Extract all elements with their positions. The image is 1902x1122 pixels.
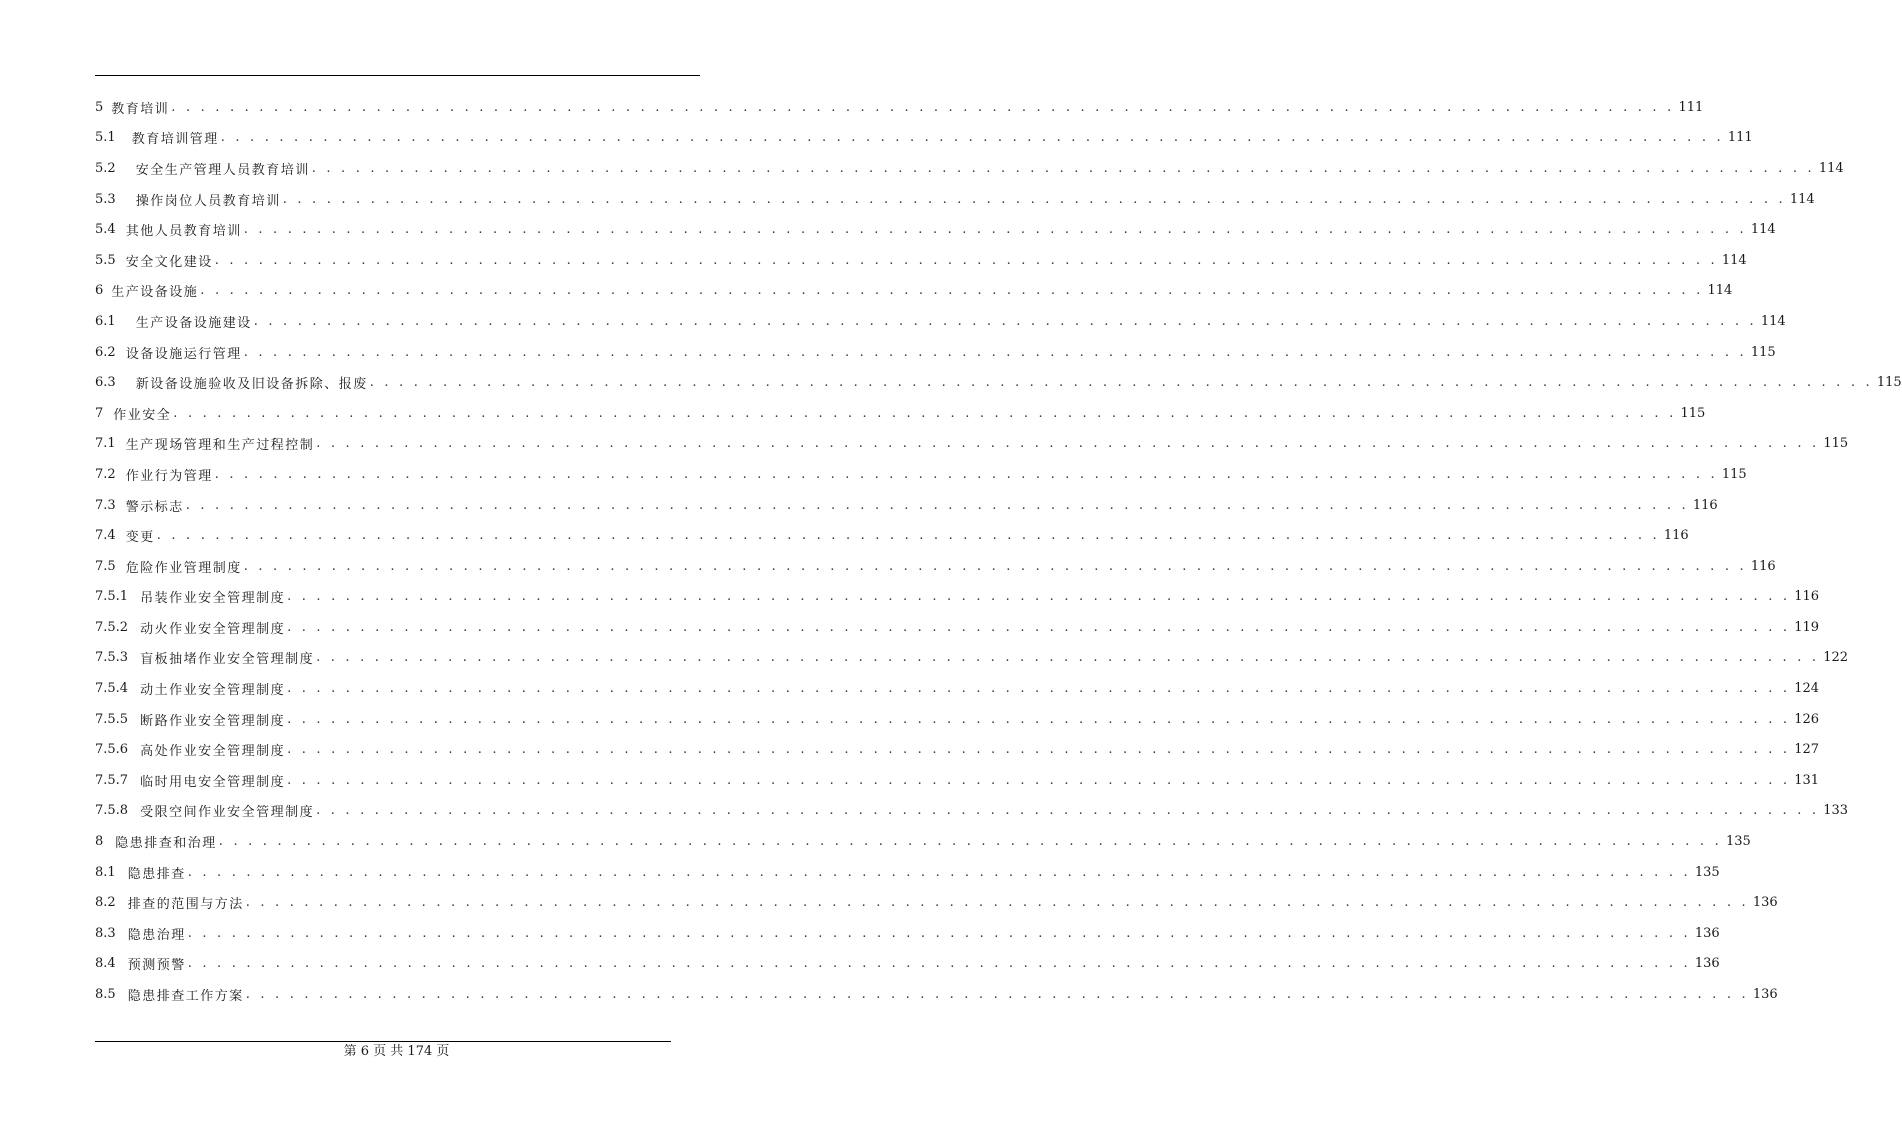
toc-entry-number: 8.1 — [95, 864, 116, 880]
toc-entry-page: 115 — [1680, 405, 1706, 421]
toc-entry-title: 警示标志 — [125, 499, 184, 515]
toc-entry-page: 136 — [1694, 925, 1720, 941]
toc-entry[interactable] — [95, 582, 1820, 613]
toc-entry[interactable] — [95, 673, 1820, 704]
toc-entry[interactable] — [95, 123, 1753, 154]
toc-entry[interactable] — [95, 520, 1689, 551]
toc-entry[interactable] — [95, 918, 1720, 949]
toc-entry[interactable] — [95, 765, 1820, 796]
toc-entry-page: 131 — [1794, 772, 1820, 788]
dot-leader: . . . . . . . . . . . . . . . . . . . . . . . . . . . . . . . . . . . . . . . . . . . . . . . . . . . . . . . . . . . . . . . . . . . . . . . . . . . . . . . . . . . . . . . . . . . . . . . . . . . . . . . — [187, 925, 1691, 941]
toc-entry-title: 生产现场管理和生产过程控制 — [125, 438, 315, 454]
dot-leader: . . . . . . . . . . . . . . . . . . . . . . . . . . . . . . . . . . . . . . . . . . . . . . . . . . . . . . . . . . . . . . . . . . . . . . . . . . . . . . . . . . . . . . . . . . . . . . . . . . . . . . . — [245, 895, 1749, 911]
page-footer: 第 6 页 共 174 页 — [343, 1044, 450, 1059]
toc-entry-page: 116 — [1794, 589, 1820, 605]
toc-entry[interactable] — [95, 949, 1720, 980]
toc-entry-page: 127 — [1794, 742, 1820, 758]
toc-entry-title: 预测预警 — [127, 958, 186, 974]
dot-leader: . . . . . . . . . . . . . . . . . . . . . . . . . . . . . . . . . . . . . . . . . . . . . . . . . . . . . . . . . . . . . . . . . . . . . . . . . . . . . . . . . . . . . . . . . . . . . . . . . . . . . . . — [171, 99, 1675, 115]
toc-entry-title: 设备设施运行管理 — [125, 346, 242, 362]
toc-entry-title: 生产设备设施 — [111, 285, 199, 301]
toc-entry-page: 114 — [1818, 160, 1844, 176]
dot-leader: . . . . . . . . . . . . . . . . . . . . . . . . . . . . . . . . . . . . . . . . . . . . . . . . . . . . . . . . . . . . . . . . . . . . . . . . . . . . . . . . . . . . . . . . . . . . . . . . . . . . . . . — [187, 956, 1691, 972]
toc-entry[interactable] — [95, 704, 1820, 735]
toc-entry-title: 动火作业安全管理制度 — [140, 621, 286, 637]
dot-leader: . . . . . . . . . . . . . . . . . . . . . . . . . . . . . . . . . . . . . . . . . . . . . . . . . . . . . . . . . . . . . . . . . . . . . . . . . . . . . . . . . . . . . . . . . . . . . . . . . . . . . . . — [214, 466, 1718, 482]
toc-entry-number: 6.1 — [95, 313, 116, 329]
toc-entry-page: 116 — [1663, 528, 1689, 544]
toc-entry-number: 7.5.6 — [95, 742, 129, 758]
toc-entry[interactable] — [95, 429, 1849, 460]
toc-entry-page: 126 — [1794, 711, 1820, 727]
toc-entry[interactable] — [95, 245, 1747, 276]
table-of-contents — [95, 92, 1902, 1010]
toc-entry-page: 124 — [1794, 681, 1820, 697]
toc-entry-number: 8.3 — [95, 925, 116, 941]
toc-entry-page: 115 — [1823, 436, 1849, 452]
header-rule — [95, 75, 700, 76]
toc-entry-number: 6.2 — [95, 344, 116, 360]
toc-entry-page: 136 — [1752, 895, 1778, 911]
toc-entry-title: 安全生产管理人员教育培训 — [135, 162, 310, 178]
toc-entry-number: 7 — [95, 405, 104, 421]
toc-entry-number: 7.5.3 — [95, 650, 129, 666]
toc-entry[interactable] — [95, 734, 1820, 765]
toc-entry-title: 临时用电安全管理制度 — [140, 774, 286, 790]
toc-entry-title: 新设备设施验收及旧设备拆除、报废 — [135, 377, 368, 393]
toc-entry-number: 7.2 — [95, 466, 116, 482]
toc-entry-number: 7.5 — [95, 558, 116, 574]
dot-leader: . . . . . . . . . . . . . . . . . . . . . . . . . . . . . . . . . . . . . . . . . . . . . . . . . . . . . . . . . . . . . . . . . . . . . . . . . . . . . . . . . . . . . . . . . . . . . . . . . . . . . . . — [369, 375, 1873, 391]
toc-entry-page: 135 — [1725, 834, 1751, 850]
toc-entry-page: 122 — [1823, 650, 1849, 666]
dot-leader: . . . . . . . . . . . . . . . . . . . . . . . . . . . . . . . . . . . . . . . . . . . . . . . . . . . . . . . . . . . . . . . . . . . . . . . . . . . . . . . . . . . . . . . . . . . . . . . . . . . . . . . — [316, 650, 1820, 666]
dot-leader: . . . . . . . . . . . . . . . . . . . . . . . . . . . . . . . . . . . . . . . . . . . . . . . . . . . . . . . . . . . . . . . . . . . . . . . . . . . . . . . . . . . . . . . . . . . . . . . . . . . . . . . — [173, 405, 1677, 421]
toc-entry-page: 119 — [1794, 619, 1820, 635]
dot-leader: . . . . . . . . . . . . . . . . . . . . . . . . . . . . . . . . . . . . . . . . . . . . . . . . . . . . . . . . . . . . . . . . . . . . . . . . . . . . . . . . . . . . . . . . . . . . . . . . . . . . . . . — [287, 589, 1791, 605]
toc-entry-number: 5.4 — [95, 222, 116, 238]
toc-entry[interactable] — [95, 826, 1751, 857]
toc-entry-title: 变更 — [125, 530, 155, 546]
dot-leader: . . . . . . . . . . . . . . . . . . . . . . . . . . . . . . . . . . . . . . . . . . . . . . . . . . . . . . . . . . . . . . . . . . . . . . . . . . . . . . . . . . . . . . . . . . . . . . . . . . . . . . . — [220, 130, 1724, 146]
toc-entry-number: 7.5.2 — [95, 619, 129, 635]
toc-entry-title: 其他人员教育培训 — [125, 224, 242, 240]
dot-leader: . . . . . . . . . . . . . . . . . . . . . . . . . . . . . . . . . . . . . . . . . . . . . . . . . . . . . . . . . . . . . . . . . . . . . . . . . . . . . . . . . . . . . . . . . . . . . . . . . . . . . . . — [253, 313, 1757, 329]
toc-entry-number: 8.5 — [95, 987, 116, 1003]
toc-entry-page: 133 — [1823, 803, 1849, 819]
toc-entry-number: 6.3 — [95, 375, 116, 391]
toc-entry-number: 5 — [95, 99, 104, 115]
toc-entry-title: 排查的范围与方法 — [127, 897, 244, 913]
toc-entry-number: 7.5.1 — [95, 589, 129, 605]
toc-entry-number: 5.2 — [95, 160, 116, 176]
dot-leader: . . . . . . . . . . . . . . . . . . . . . . . . . . . . . . . . . . . . . . . . . . . . . . . . . . . . . . . . . . . . . . . . . . . . . . . . . . . . . . . . . . . . . . . . . . . . . . . . . . . . . . . — [156, 528, 1660, 544]
toc-entry-number: 7.5.5 — [95, 711, 129, 727]
toc-entry-title: 隐患治理 — [127, 927, 186, 943]
toc-entry[interactable] — [95, 887, 1778, 918]
toc-entry[interactable] — [95, 979, 1778, 1010]
toc-entry-number: 7.5.4 — [95, 681, 129, 697]
dot-leader: . . . . . . . . . . . . . . . . . . . . . . . . . . . . . . . . . . . . . . . . . . . . . . . . . . . . . . . . . . . . . . . . . . . . . . . . . . . . . . . . . . . . . . . . . . . . . . . . . . . . . . . — [214, 252, 1718, 268]
dot-leader: . . . . . . . . . . . . . . . . . . . . . . . . . . . . . . . . . . . . . . . . . . . . . . . . . . . . . . . . . . . . . . . . . . . . . . . . . . . . . . . . . . . . . . . . . . . . . . . . . . . . . . . — [287, 772, 1791, 788]
dot-leader: . . . . . . . . . . . . . . . . . . . . . . . . . . . . . . . . . . . . . . . . . . . . . . . . . . . . . . . . . . . . . . . . . . . . . . . . . . . . . . . . . . . . . . . . . . . . . . . . . . . . . . . — [311, 160, 1815, 176]
toc-entry-number: 7.5.7 — [95, 772, 129, 788]
dot-leader: . . . . . . . . . . . . . . . . . . . . . . . . . . . . . . . . . . . . . . . . . . . . . . . . . . . . . . . . . . . . . . . . . . . . . . . . . . . . . . . . . . . . . . . . . . . . . . . . . . . . . . . — [316, 803, 1820, 819]
toc-entry-number: 8.4 — [95, 956, 116, 972]
toc-entry-title: 吊装作业安全管理制度 — [140, 591, 286, 607]
toc-entry-title: 动土作业安全管理制度 — [140, 683, 286, 699]
toc-entry[interactable] — [95, 459, 1747, 490]
toc-entry-page: 114 — [1707, 283, 1733, 299]
toc-entry-number: 5.1 — [95, 130, 116, 146]
toc-entry-title: 危险作业管理制度 — [125, 560, 242, 576]
dot-leader: . . . . . . . . . . . . . . . . . . . . . . . . . . . . . . . . . . . . . . . . . . . . . . . . . . . . . . . . . . . . . . . . . . . . . . . . . . . . . . . . . . . . . . . . . . . . . . . . . . . . . . . — [282, 191, 1786, 207]
toc-entry-page: 114 — [1789, 191, 1815, 207]
toc-entry-title: 作业安全 — [113, 407, 172, 423]
dot-leader: . . . . . . . . . . . . . . . . . . . . . . . . . . . . . . . . . . . . . . . . . . . . . . . . . . . . . . . . . . . . . . . . . . . . . . . . . . . . . . . . . . . . . . . . . . . . . . . . . . . . . . . — [185, 497, 1689, 513]
dot-leader: . . . . . . . . . . . . . . . . . . . . . . . . . . . . . . . . . . . . . . . . . . . . . . . . . . . . . . . . . . . . . . . . . . . . . . . . . . . . . . . . . . . . . . . . . . . . . . . . . . . . . . . — [218, 834, 1722, 850]
toc-entry-number: 5.5 — [95, 252, 116, 268]
toc-entry-page: 115 — [1876, 375, 1902, 391]
toc-entry-number: 7.1 — [95, 436, 116, 452]
toc-entry-title: 受限空间作业安全管理制度 — [140, 805, 315, 821]
toc-entry[interactable] — [95, 796, 1849, 827]
toc-entry-page: 115 — [1721, 466, 1747, 482]
toc-entry-title: 隐患排查 — [127, 866, 186, 882]
toc-entry[interactable] — [95, 153, 1844, 184]
toc-entry[interactable] — [95, 276, 1733, 307]
toc-entry-title: 隐患排查和治理 — [115, 836, 217, 852]
dot-leader: . . . . . . . . . . . . . . . . . . . . . . . . . . . . . . . . . . . . . . . . . . . . . . . . . . . . . . . . . . . . . . . . . . . . . . . . . . . . . . . . . . . . . . . . . . . . . . . . . . . . . . . — [316, 436, 1820, 452]
toc-entry-number: 8 — [95, 834, 104, 850]
toc-entry[interactable] — [95, 306, 1786, 337]
toc-entry[interactable] — [95, 551, 1776, 582]
dot-leader: . . . . . . . . . . . . . . . . . . . . . . . . . . . . . . . . . . . . . . . . . . . . . . . . . . . . . . . . . . . . . . . . . . . . . . . . . . . . . . . . . . . . . . . . . . . . . . . . . . . . . . . — [287, 681, 1791, 697]
toc-entry-page: 114 — [1750, 222, 1776, 238]
toc-entry-page: 136 — [1694, 956, 1720, 972]
toc-entry[interactable] — [95, 214, 1776, 245]
toc-entry-title: 安全文化建设 — [125, 254, 213, 270]
toc-entry-title: 高处作业安全管理制度 — [140, 744, 286, 760]
toc-entry-number: 7.4 — [95, 528, 116, 544]
dot-leader: . . . . . . . . . . . . . . . . . . . . . . . . . . . . . . . . . . . . . . . . . . . . . . . . . . . . . . . . . . . . . . . . . . . . . . . . . . . . . . . . . . . . . . . . . . . . . . . . . . . . . . . — [243, 222, 1747, 238]
toc-entry[interactable] — [95, 398, 1706, 429]
toc-entry[interactable] — [95, 337, 1776, 368]
toc-entry-page: 116 — [1692, 497, 1718, 513]
toc-entry-title: 作业行为管理 — [125, 468, 213, 484]
dot-leader: . . . . . . . . . . . . . . . . . . . . . . . . . . . . . . . . . . . . . . . . . . . . . . . . . . . . . . . . . . . . . . . . . . . . . . . . . . . . . . . . . . . . . . . . . . . . . . . . . . . . . . . — [287, 619, 1791, 635]
dot-leader: . . . . . . . . . . . . . . . . . . . . . . . . . . . . . . . . . . . . . . . . . . . . . . . . . . . . . . . . . . . . . . . . . . . . . . . . . . . . . . . . . . . . . . . . . . . . . . . . . . . . . . . — [287, 742, 1791, 758]
toc-entry[interactable] — [95, 857, 1720, 888]
toc-entry-number: 8.2 — [95, 895, 116, 911]
dot-leader: . . . . . . . . . . . . . . . . . . . . . . . . . . . . . . . . . . . . . . . . . . . . . . . . . . . . . . . . . . . . . . . . . . . . . . . . . . . . . . . . . . . . . . . . . . . . . . . . . . . . . . . — [243, 344, 1747, 360]
toc-entry-page: 116 — [1750, 558, 1776, 574]
dot-leader: . . . . . . . . . . . . . . . . . . . . . . . . . . . . . . . . . . . . . . . . . . . . . . . . . . . . . . . . . . . . . . . . . . . . . . . . . . . . . . . . . . . . . . . . . . . . . . . . . . . . . . . — [245, 987, 1749, 1003]
toc-entry-page: 136 — [1752, 987, 1778, 1003]
toc-entry-title: 操作岗位人员教育培训 — [135, 193, 281, 209]
toc-entry-title: 教育培训管理 — [131, 132, 219, 148]
toc-entry[interactable] — [95, 643, 1849, 674]
toc-entry-page: 114 — [1760, 313, 1786, 329]
toc-entry-page: 115 — [1750, 344, 1776, 360]
toc-entry-title: 断路作业安全管理制度 — [140, 713, 286, 729]
toc-entry[interactable] — [95, 367, 1902, 398]
toc-entry-title: 隐患排查工作方案 — [127, 989, 244, 1005]
toc-entry-title: 教育培训 — [111, 101, 170, 117]
toc-entry-number: 5.3 — [95, 191, 116, 207]
toc-entry[interactable] — [95, 612, 1820, 643]
toc-entry-page: 114 — [1721, 252, 1747, 268]
toc-entry-number: 6 — [95, 283, 104, 299]
toc-entry-number: 7.5.8 — [95, 803, 129, 819]
dot-leader: . . . . . . . . . . . . . . . . . . . . . . . . . . . . . . . . . . . . . . . . . . . . . . . . . . . . . . . . . . . . . . . . . . . . . . . . . . . . . . . . . . . . . . . . . . . . . . . . . . . . . . . — [287, 711, 1791, 727]
dot-leader: . . . . . . . . . . . . . . . . . . . . . . . . . . . . . . . . . . . . . . . . . . . . . . . . . . . . . . . . . . . . . . . . . . . . . . . . . . . . . . . . . . . . . . . . . . . . . . . . . . . . . . . — [187, 864, 1691, 880]
toc-entry-title: 生产设备设施建设 — [135, 315, 252, 331]
toc-entry-page: 135 — [1694, 864, 1720, 880]
toc-entry-title: 盲板抽堵作业安全管理制度 — [140, 652, 315, 668]
toc-entry-page: 111 — [1678, 99, 1704, 115]
toc-entry[interactable] — [95, 184, 1815, 215]
dot-leader: . . . . . . . . . . . . . . . . . . . . . . . . . . . . . . . . . . . . . . . . . . . . . . . . . . . . . . . . . . . . . . . . . . . . . . . . . . . . . . . . . . . . . . . . . . . . . . . . . . . . . . . — [243, 558, 1747, 574]
dot-leader: . . . . . . . . . . . . . . . . . . . . . . . . . . . . . . . . . . . . . . . . . . . . . . . . . . . . . . . . . . . . . . . . . . . . . . . . . . . . . . . . . . . . . . . . . . . . . . . . . . . . . . . — [200, 283, 1704, 299]
toc-entry[interactable] — [95, 92, 1704, 123]
toc-entry[interactable] — [95, 490, 1718, 521]
toc-entry-number: 7.3 — [95, 497, 116, 513]
toc-entry-page: 111 — [1727, 130, 1753, 146]
